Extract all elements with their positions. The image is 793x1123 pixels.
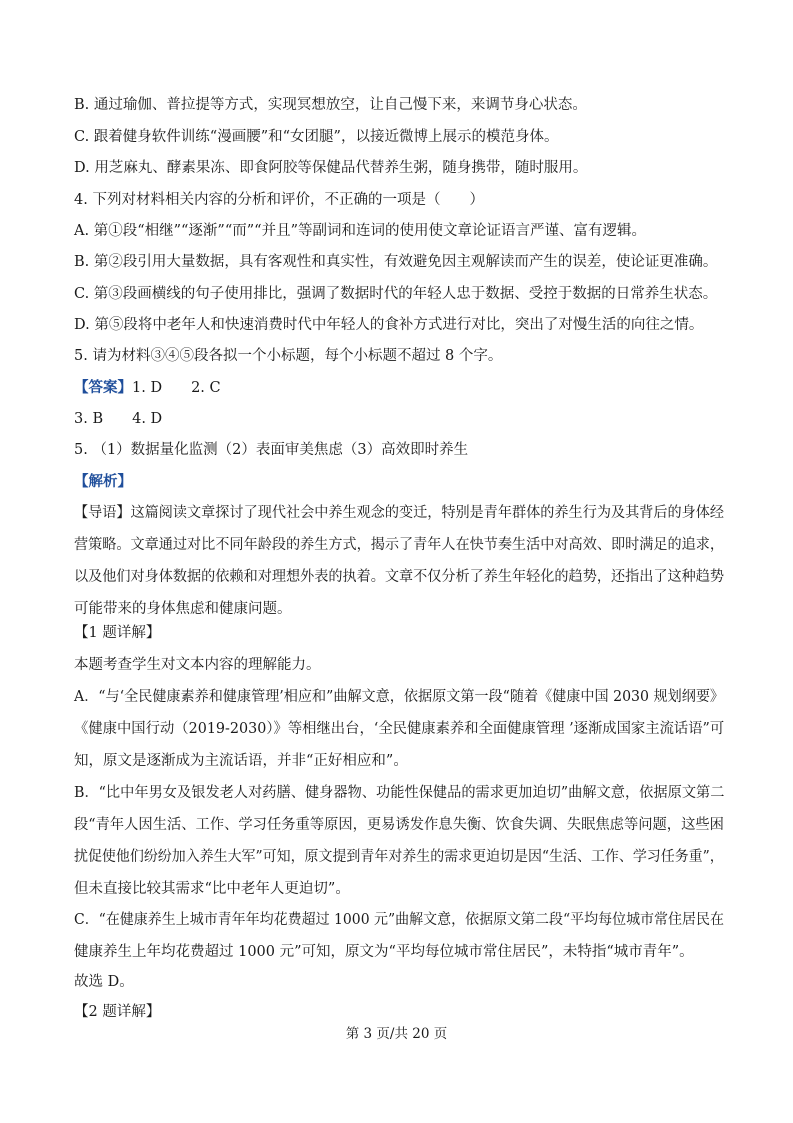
b-explanation-line-4: 但未直接比较其需求“比中老年人更迫切”。	[74, 881, 350, 897]
intro-text-1: 这篇阅读文章探讨了现代社会中养生观念的变迁，特别是青年群体的养生行为及其背后的身体经	[130, 505, 725, 521]
intro-paragraph	[74, 497, 724, 625]
q1-detail-line-1: 本题考查学生对文本内容的理解能力。	[74, 657, 321, 673]
answer-tag: 【答案】	[74, 379, 132, 396]
page-footer: 第 3 页/共 20 页	[345, 1026, 448, 1042]
q4-option-c: C. 第③段画横线的句子使用排比，强调了数据时代的年轻人忠于数据、受控于数据的日常养生状态。	[74, 286, 718, 302]
intro-line-1	[74, 497, 725, 529]
option-a-explanation	[74, 681, 724, 777]
a-explanation-line-1: A．“与‘全民健康素养和健康管理’相应和”曲解文意，依据原文第一段“随着《健康中国 2030 规划纲要》	[74, 689, 725, 705]
a-explanation-line-2: 《健康中国行动（2019-2030）》等相继出台，‘全民健康素养和全面健康管理 ’逐渐成国家主流话语”可	[74, 721, 725, 737]
q2-detail-tag: 【2 题详解】	[74, 1004, 161, 1020]
option-b-explanation	[74, 777, 724, 905]
option-c-explanation	[74, 904, 724, 968]
q4-option-a: A. 第①段“相继”“逐渐”“而”“并且”等副词和连词的使用使文章论证语言严谨、富有逻辑。	[74, 223, 646, 239]
q4-option-d: D. 第⑤段将中老年人和快速消费时代中年轻人的食补方式进行对比，突出了对慢生活的向往之情。	[74, 317, 704, 333]
question-5-stem: 5. 请为材料③④⑤段各拟一个小标题，每个小标题不超过 8 个字。	[74, 348, 503, 364]
intro-line-2: 营策略。文章通过对比不同年龄段的养生方式，揭示了青年人在快节奏生活中对高效、即时满足的追求，	[74, 537, 724, 553]
q4-option-b: B. 第②段引用大量数据，具有客观性和真实性，有效避免因主观解读而产生的误差，使论证更准确。	[74, 254, 718, 270]
q1-detail-tag: 【1 题详解】	[74, 625, 161, 641]
answer-values: 1. D 2. C	[132, 380, 221, 396]
intro-line-4: 可能带来的身体焦虑和健康问题。	[74, 601, 292, 617]
c-explanation-line-1: C．“在健康养生上城市青年年均花费超过 1000 元”曲解文意，依据原文第二段“平均每位城市常住居民在	[74, 912, 724, 928]
intro-line-3: 以及他们对身体数据的依赖和对理想外表的执着。文章不仅分析了养生年轻化的趋势，还指出了这种趋势	[74, 569, 724, 585]
c-explanation-line-2: 健康养生上年均花费超过 1000 元”可知，原文为“平均每位城市常住居民”，未特指“城市青年”。	[74, 944, 694, 960]
answer-line-2: 3. B 4. D	[74, 411, 163, 427]
intro-tag: 【导语】	[74, 505, 131, 521]
b-explanation-line-2: 段“青年人因生活、工作、学习任务重等原因，更易诱发作息失衡、饮食失调、失眠焦虑等问题，这些困	[74, 817, 724, 833]
b-explanation-line-3: 扰促使他们纷纷加入养生大军”可知，原文提到青年对养生的需求更迫切是因“生活、工作、学习任务重”，	[74, 849, 724, 865]
analysis-tag: 【解析】	[74, 473, 132, 490]
option-d-line: D. 用芝麻丸、酵素果冻、即食阿胶等保健品代替养生粥，随身携带，随时服用。	[74, 160, 588, 176]
answer-line	[74, 378, 221, 398]
choose-line: 故选 D。	[74, 974, 134, 990]
a-explanation-line-3: 知，原文是逐渐成为主流话语，并非“正好相应和”。	[74, 753, 408, 769]
question-4-stem: 4. 下列对材料相关内容的分析和评价，不正确的一项是（ ）	[74, 192, 484, 208]
option-c-line: C. 跟着健身软件训练“漫画腰”和“女团腿”，以接近微博上展示的模范身体。	[74, 129, 559, 145]
answer-line-3: 5. （1）数据量化监测（2）表面审美焦虑（3）高效即时养生	[74, 442, 469, 458]
option-b-line: B. 通过瑜伽、普拉提等方式，实现冥想放空，让自己慢下来，来调节身心状态。	[74, 97, 587, 113]
b-explanation-line-1: B．“比中年男女及银发老人对药膳、健身器物、功能性保健品的需求更加迫切”曲解文意，依据原文第二	[74, 785, 725, 801]
